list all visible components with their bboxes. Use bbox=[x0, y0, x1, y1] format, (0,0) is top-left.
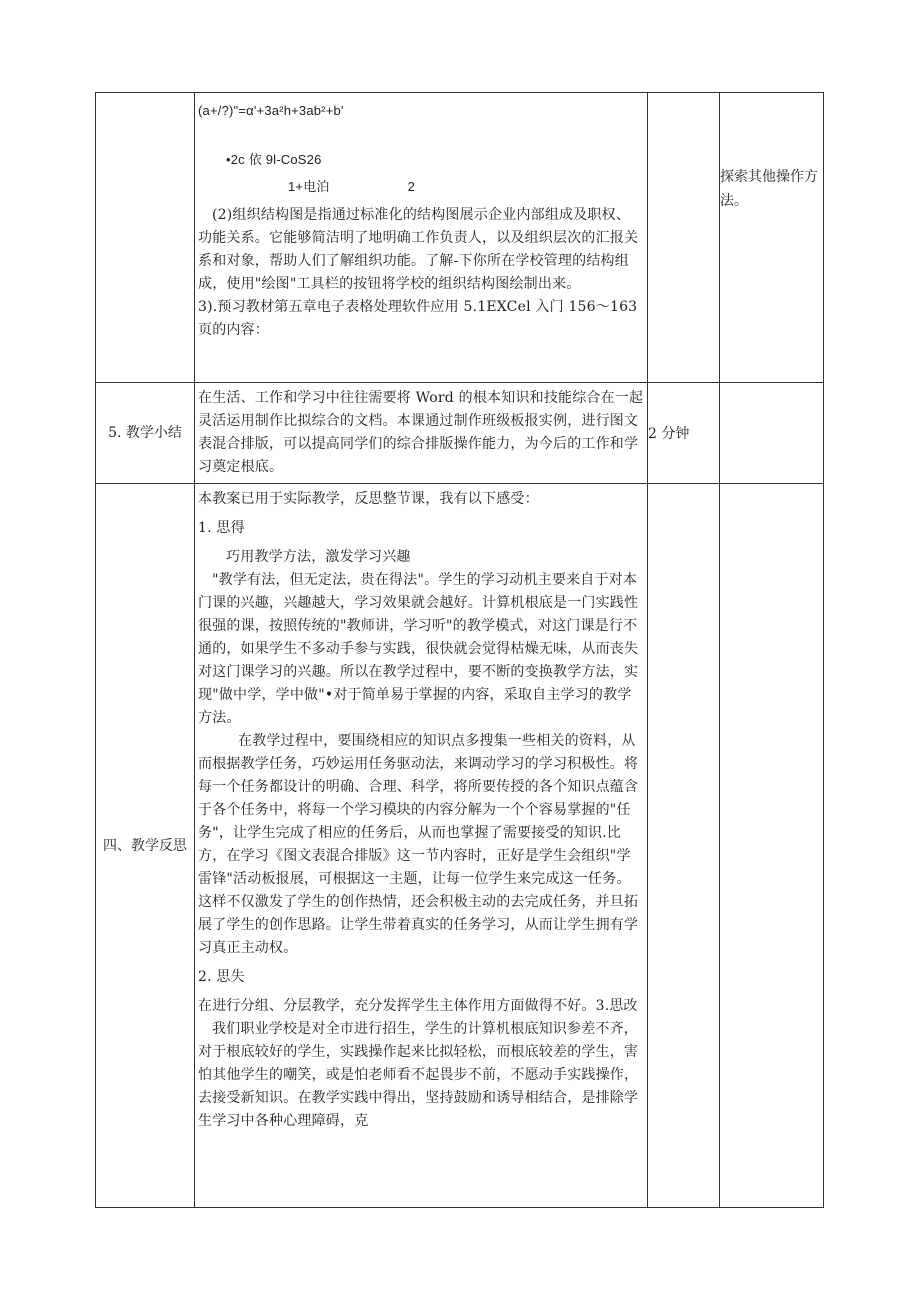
formula-line-1: (a+/?)"=α'+3a²h+3ab²+b' bbox=[198, 103, 344, 118]
formula-line-3-right: 2 bbox=[407, 179, 416, 194]
note-text: 探索其他操作方法。 bbox=[720, 169, 818, 209]
content-cell-homework bbox=[195, 93, 648, 383]
note-cell-empty-2 bbox=[720, 383, 824, 484]
org-chart-paragraph: (2)组织结构图是指通过标准化的结构图展示企业内部组成及职权、功能关系。它能够简洁明了地明确工作负责人，以及组织层次的汇报关系和对象，帮助人们了解组织功能。了解-下你所在学校管理的结构组成，使用"绘图"工具栏的按钮将学校的组织结构图绘制出来。 bbox=[198, 207, 639, 292]
summary-text: 在生活、工作和学习中往往需要将 Word 的根本知识和技能综合在一起灵活运用制作比拟综合的文档。本课通过制作班级板报实例，进行图文表混合排版，可以提高同学们的综合排版操作能力，为今后的工作和学习奠定根底。 bbox=[198, 390, 644, 475]
lesson-plan-table bbox=[95, 92, 824, 1208]
heading-gains: 1. 思得 bbox=[198, 520, 245, 536]
note-cell bbox=[720, 93, 824, 383]
formula-line-2: •2c 依 9l-CoS26 bbox=[226, 152, 322, 167]
preview-paragraph: 3).预习教材第五章电子表格处理软件应用 5.1EXCel 入门 156～163 页的内容： bbox=[198, 299, 638, 338]
label-reflection: 四、教学反思 bbox=[96, 484, 195, 1208]
content-cell-reflection bbox=[195, 484, 648, 1208]
paragraph-interest: "教学有法，但无定法，贵在得法"。学生的学习动机主要来自于对本门课的兴趣，兴趣越大，学习效果就会越好。计算机根底是一门实践性很强的课，按照传统的"教师讲，学习听"的教学模式，对这门课是行不通的，如果学生不多动手参与实践，很快就会觉得枯燥无味，从而丧失对这门课学习的兴趣。所以在教学过程中，要不断的变换教学方法，实现"做中学，学中做"•对于简单易于掌握的内容，采取自主学习的教学方法。 bbox=[198, 572, 639, 726]
content-cell-summary bbox=[195, 383, 648, 484]
note-cell-empty-3 bbox=[720, 484, 824, 1208]
reflection-intro: 本教案已用于实际教学，反思整节课，我有以下感受： bbox=[198, 491, 539, 507]
subheading-methods: 巧用教学方法，激发学习兴趣 bbox=[226, 549, 411, 565]
table-row-homework bbox=[96, 93, 824, 383]
formula-line-3 bbox=[198, 175, 644, 198]
heading-losses: 2. 思失 bbox=[198, 969, 245, 985]
paragraph-tasks: 在教学过程中，要围绕相应的知识点多搜集一些相关的资料，从而根据教学任务，巧妙运用任务驱动法，来调动学习的学习积极性。将每一个任务都设计的明确、合理、科学，将所要传授的各个知识点蕴含于各个任务中，将每一个学习模块的内容分解为一个个容易掌握的"任务"，让学生完成了相应的任务后，从而也掌握了需要接受的知识.比方，在学习《图文表混合排版》这一节内容时，正好是学生会组织"学雷锋"活动板报展，可根据这一主题，让每一位学生来完成这一任务。这样不仅激发了学生的创作热情，还会积极主动的去完成任务，并旦拓展了学生的创作思路。让学生带着真实的任务学习，从而让学生拥有学习真正主动权。 bbox=[198, 733, 639, 956]
time-cell-empty bbox=[648, 93, 720, 383]
paragraph-improvement: 我们职业学校是对全市进行招生，学生的计算机根底知识参差不齐，对于根底较好的学生，实践操作起来比拟轻松，而根底较差的学生，害怕其他学生的嘲笑，或是怕老师看不起畏步不前，不愿动手实践操作，去接受新知识。在教学实践中得出，坚持鼓励和诱导相结合，是排除学生学习中各种心理障碍，克 bbox=[198, 1021, 639, 1129]
label-cell-empty bbox=[96, 93, 195, 383]
label-summary: 5. 教学小结 bbox=[96, 383, 195, 484]
time-summary: 2 分钟 bbox=[648, 383, 720, 484]
paragraph-grouping: 在进行分组、分层教学，充分发挥学生主体作用方面做得不好。3.思改 bbox=[198, 998, 638, 1014]
time-cell-empty-3 bbox=[648, 484, 720, 1208]
table-row-summary bbox=[96, 383, 824, 484]
table-row-reflection bbox=[96, 484, 824, 1208]
formula-line-3-left: 1+电泊 bbox=[288, 179, 330, 194]
